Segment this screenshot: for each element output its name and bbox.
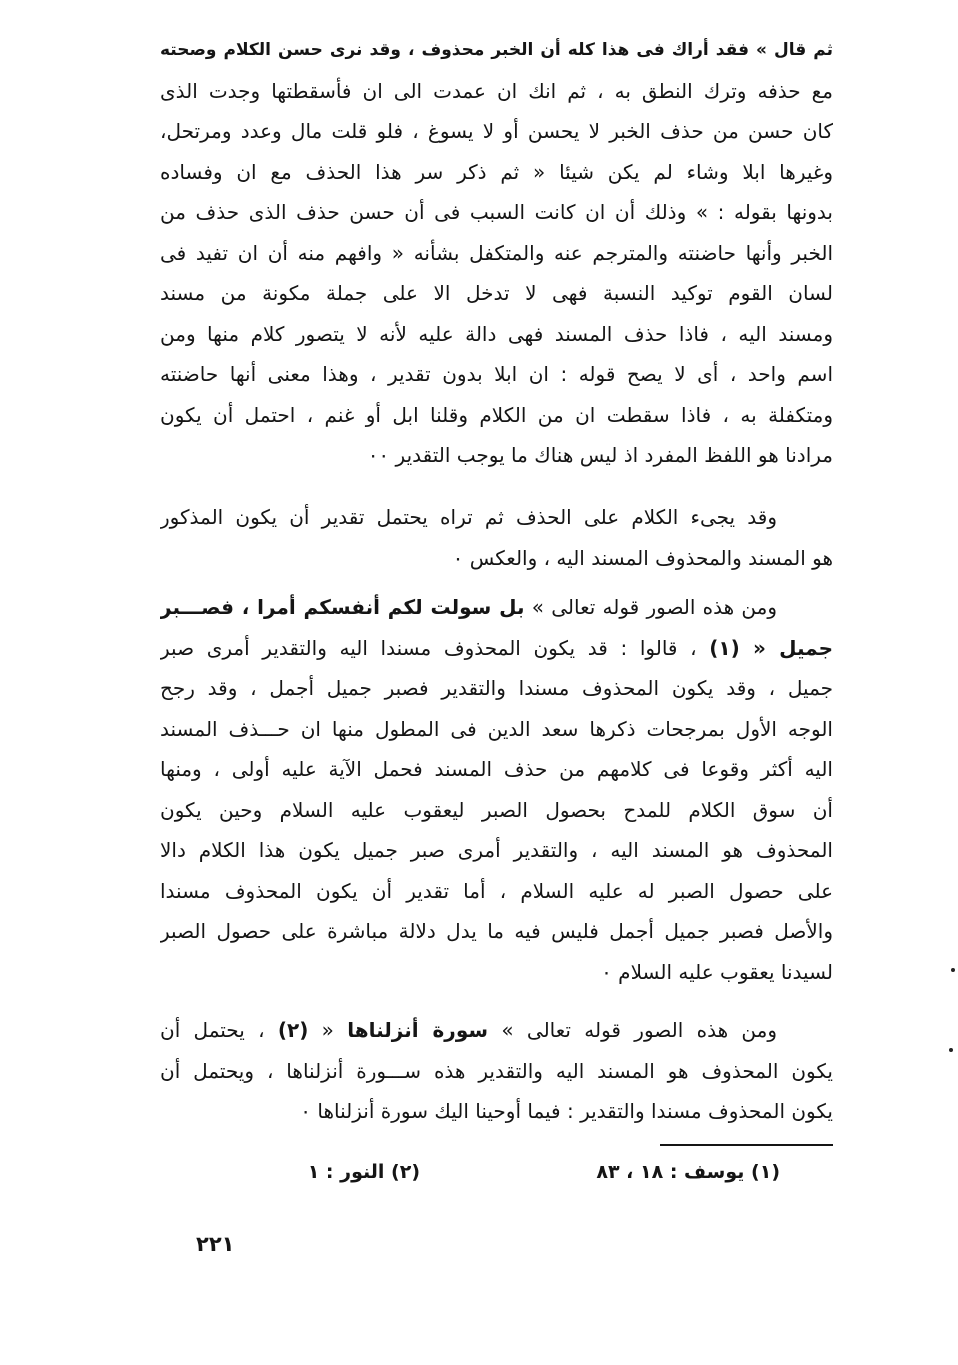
footnote-separator	[660, 1144, 833, 1146]
text-line	[160, 871, 833, 912]
text-line	[160, 830, 833, 871]
paragraph	[160, 587, 833, 992]
text-line	[160, 435, 833, 476]
text-line	[160, 628, 833, 669]
scan-speck	[951, 968, 955, 972]
bold-quoted-text: جميل » (١)	[709, 635, 833, 660]
text-line	[160, 111, 833, 152]
text-line	[160, 538, 833, 579]
text-line	[160, 709, 833, 750]
text-line	[160, 952, 833, 993]
text-segment: مع حذفه وترك النطق به ، ثم انك ان عمدت الى ان فأسقطتها وجدت الذى	[160, 78, 833, 103]
text-segment: هو المسند والمحذوف المسند اليه ، والعكس ٠	[452, 545, 833, 570]
bold-quoted-text: ثم قال « فقد أراك فى هذا كله أن الخبر محذوف ، وقد نرى حسن الكلام وصحته	[160, 40, 833, 60]
quote-mark: »	[391, 240, 405, 265]
text-segment: الخبر وأنها حاضنته والمترجم عنه والمتكفل بشأنه » وافهم منه أن ان تفيد فى	[160, 240, 833, 265]
text-line	[160, 911, 833, 952]
quote-mark: «	[755, 40, 767, 60]
text-segment: مرادنا هو اللفظ المفرد اذ ليس هناك ما يوجب التقدير ٠٠	[367, 443, 833, 467]
text-segment: أن سوق الكلام للمدح بحصول الصبر ليعقوب عليه السلام وحين يكون	[160, 797, 833, 822]
text-segment: ومن هذه الصور قوله تعالى «	[501, 1018, 778, 1042]
text-segment: ومتكفلة به ، فاذا سقطت ان من الكلام وقلنا ابل أو غنم ، احتمل أن يكون	[160, 402, 833, 427]
quote-mark: »	[321, 1018, 334, 1042]
text-line	[160, 192, 833, 233]
text-segment: يكون المحذوف هو المسند اليه والتقدير هذه ســـورة أنزلناها ، ويحتمل أن	[160, 1058, 833, 1083]
quote-mark: «	[695, 200, 709, 224]
text-segment: وقد يجىء الكلام على الحذف ثم تراه يحتمل تقدير أن يكون المذكور	[160, 505, 777, 529]
text-segment: يكون المحذوف مسندا والتقدير : فيما أوحينا اليك سورة أنزلناها ٠	[300, 1099, 833, 1123]
text-line	[160, 790, 833, 831]
text-line	[160, 233, 833, 274]
bold-quoted-text: بل سولت لكم أنفسكم أمرا ، فصـــبر	[160, 595, 525, 619]
text-segment: ومسند اليه ، فاذا حذف المسند فهى دالة عليه لأنه لا يتصور كلام منها ومن	[160, 321, 833, 346]
text-line	[160, 314, 833, 355]
text-line	[160, 587, 833, 628]
text-segment: اليه أكثر وقوعا فى كلامهم من حذف المسند فحمل الآية عليه أولى ، ومنها	[160, 757, 833, 781]
quote-mark: «	[501, 1018, 514, 1042]
text-line	[160, 497, 833, 538]
page-number: ٢٢١	[196, 1232, 235, 1256]
text-segment: بدونها بقوله : « وذلك أن ان كانت السبب فى أن حسن حذف الذى حذف من	[160, 200, 833, 224]
text-line	[160, 354, 833, 395]
text-segment: جميل ، وقد يكون المحذوف مسندا والتقدير فصبر جميل أجمل ، وقد رجح	[160, 676, 833, 700]
paragraph	[160, 30, 833, 476]
text-segment: ، قالوا : قد يكون المحذوف مسندا اليه والتقدير أمرى صبر	[160, 635, 710, 660]
text-segment: ، يحتمل أن	[160, 1018, 278, 1042]
text-line	[160, 30, 833, 71]
text-segment: على حصول الصبر له عليه السلام ، أما تقدير أن يكون المحذوف مسندا	[160, 878, 833, 903]
text-segment: ومن هذه الصور قوله تعالى «	[531, 595, 778, 619]
text-segment: لسان القوم توكيد النسبة فهى لا تدخل الا على جملة مكونة من مسند	[160, 281, 833, 305]
text-segment: المحذوف هو المسند اليه ، والتقدير أمرى صبر جميل يكون هذا الكلام دالا	[160, 838, 833, 862]
text-segment: اسم واحد ، أى لا يصح قوله : ان ابلا بدون تقدير ، وهذا معنى أنها حاضنته	[160, 362, 833, 386]
text-line	[160, 1091, 833, 1132]
text-segment: كان حسن من حذف الخبر لا يحسن أو لا يسوغ ، فلو قلت مال وعدد ومرتحل،	[160, 119, 833, 143]
text-line	[160, 152, 833, 193]
text-segment	[308, 1018, 347, 1042]
text-line	[160, 749, 833, 790]
bold-quoted-text: سورة أنزلناها	[347, 1018, 489, 1042]
quote-mark: »	[533, 159, 546, 184]
text-line	[160, 71, 833, 112]
footnote: (٢) النور : ١	[307, 1161, 420, 1183]
footnote: (١) يوسف : ١٨ ، ٨٣	[596, 1161, 780, 1183]
text-line	[160, 395, 833, 436]
text-segment: لسيدنا يعقوب عليه السلام ٠	[601, 959, 833, 984]
text-line	[160, 668, 833, 709]
text-line	[160, 273, 833, 314]
bold-quoted-text: (٢)	[277, 1018, 309, 1042]
quote-mark: «	[531, 595, 545, 619]
text-segment: وغيرها ابلا وشاء لم يكن شيئا » ثم ذكر سر هذا الحذف مع ان وفساده	[160, 159, 833, 184]
paragraph	[160, 1010, 833, 1132]
paragraph	[160, 497, 833, 578]
quote-mark: »	[752, 635, 766, 660]
scan-speck	[949, 1048, 953, 1052]
text-segment: الوجه الأول بمرجحات ذكرها سعد الدين فى المطول منها ان حـــذف المسند	[160, 716, 833, 741]
text-line	[160, 1051, 833, 1092]
text-segment: والأصل فصبر جميل أجمل فليس فيه ما يدل دلالة مباشرة على حصول الصبر	[160, 919, 833, 943]
text-line	[160, 1010, 833, 1051]
